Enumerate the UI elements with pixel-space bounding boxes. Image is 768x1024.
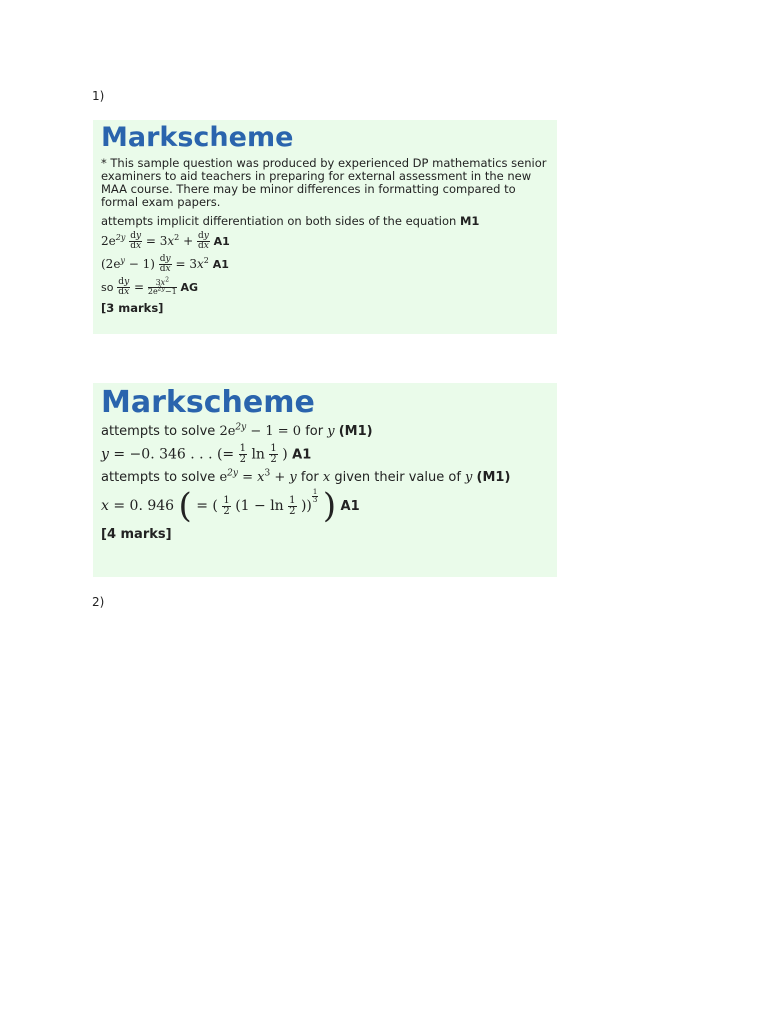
mark-code: (M1) [338, 424, 373, 439]
marks-total: [4 marks] [101, 527, 172, 542]
markscheme-text: given their value of [334, 470, 461, 485]
sample-question-note: * This sample question was produced by experienced DP mathematics senior examiners to aid teachers in preparing for external assessment in the new MAA course. There may be minor differences in formatting compared to formal exam papers. [101, 156, 547, 209]
markscheme-line [101, 214, 549, 228]
markscheme-box-2 [93, 383, 557, 577]
markscheme-line: attempts to solve $2e^{2y} - 1 = 0$ for y (M1) [101, 422, 373, 439]
mark-code: A1 [292, 447, 312, 463]
equation-line: x = 0. 946 ( = ( $\frac{1}{2}$ (1 − ln $\frac{1}{2}$ )) $^{\frac{1}{3}}$ ) A1 [101, 486, 360, 526]
markscheme-box-1 [93, 120, 557, 334]
markscheme-text: attempts to solve [101, 424, 216, 439]
equation-line: y = −0. 346 . . . (= $\frac{1}{2}$ ln $\frac{1}{2}$ ) A1 [101, 443, 312, 465]
markscheme-title: Markscheme [101, 385, 315, 420]
question-number-2: 2) [92, 595, 105, 609]
mark-code: M1 [459, 214, 480, 228]
equation-line: $(2e^y - 1)$ $\frac{dy}{dx}$ = $3x^2$ A1 [101, 254, 229, 274]
marks-total: [3 marks] [101, 301, 164, 315]
mark-code: (M1) [476, 470, 511, 485]
markscheme-text: for [305, 424, 324, 439]
mark-code: A1 [340, 499, 360, 514]
markscheme-text: for [300, 470, 319, 485]
markscheme-title: Markscheme [101, 122, 294, 153]
mark-code: AG [180, 281, 199, 294]
equation-line: so $\frac{dy}{dx}$ = $\frac{3x^2}{2e^{2y}-1}$ AG [101, 276, 199, 297]
mark-code: A1 [213, 235, 230, 248]
so-word: so [101, 281, 114, 294]
markscheme-text: attempts implicit differentiation on both sides of the equation [101, 214, 457, 228]
equation-line: $2e^{2y}$ $\frac{dy}{dx}$ = $3x^2$ + $\frac{dy}{dx}$ A1 [101, 231, 230, 251]
markscheme-line: attempts to solve $e^{2y} = x^3 + y$ for x given their value of y (M1) [101, 468, 511, 485]
mark-code: A1 [212, 258, 229, 271]
question-number-1: 1) [92, 89, 105, 103]
markscheme-text: attempts to solve [101, 470, 216, 485]
